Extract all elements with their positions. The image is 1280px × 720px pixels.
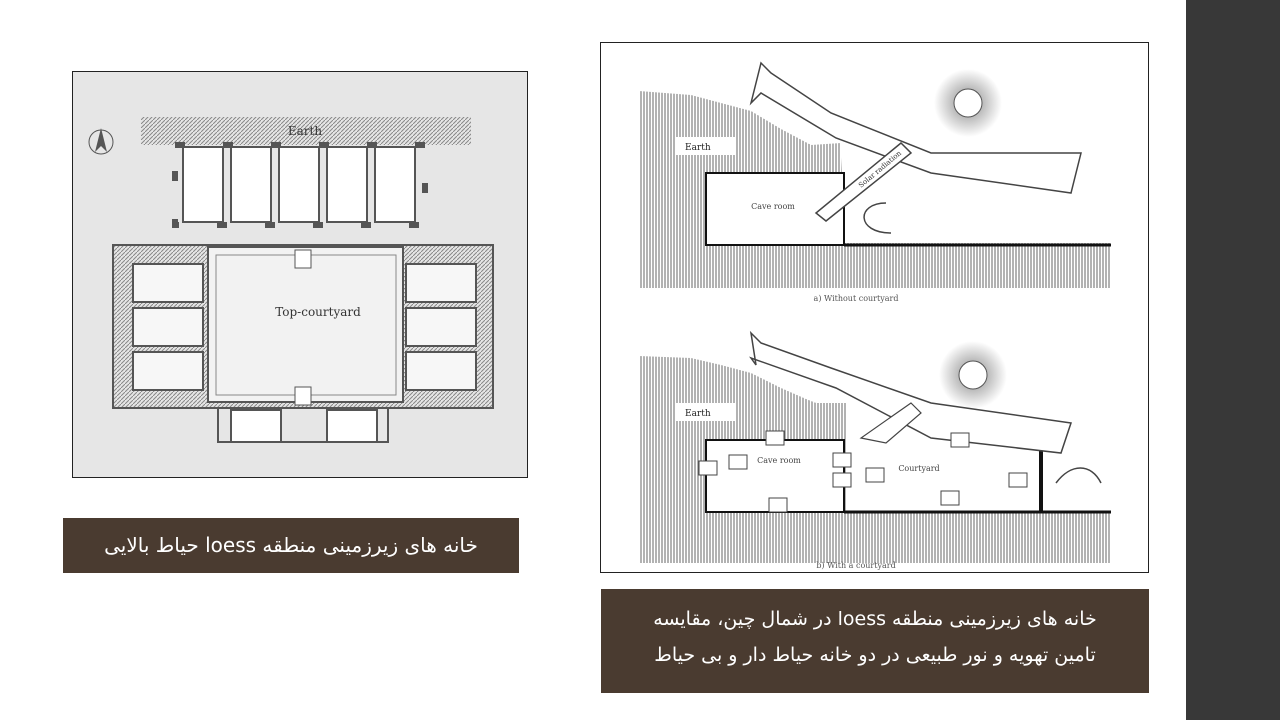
section-bottom [639,333,1111,570]
top-arrow-label: Solar radiation [857,149,904,190]
top-earth-label: Earth [685,143,711,153]
plan-image [72,71,528,478]
plan-earth-label: Earth [287,124,323,138]
plan-drawing [73,72,528,478]
top-caption: a) Without courtyard [813,294,899,303]
plan-courtyard-label: Top-courtyard [275,305,361,319]
north-arrow-icon [89,128,113,154]
right-caption-line-1: خانه های زیرزمینی منطقه loess در شمال چین، مقایسه [653,608,1097,630]
bottom-caption: b) With a courtyard [816,561,896,570]
section-image [600,42,1149,573]
slide-side-bar [1186,0,1280,720]
top-room-label: Cave room [751,202,795,211]
bottom-earth-label: Earth [685,409,711,419]
bottom-courtyard-label: Courtyard [898,464,940,473]
left-caption: خانه های زیرزمینی منطقه loess حیاط بالایی [63,518,519,573]
bottom-room-label: Cave room [757,456,801,465]
right-caption [601,589,1149,693]
right-caption-line-2: تامین تهویه و نور طبیعی در دو خانه حیاط دار و بی حیاط [654,644,1096,666]
section-top [639,63,1111,303]
section-drawing [601,43,1149,573]
